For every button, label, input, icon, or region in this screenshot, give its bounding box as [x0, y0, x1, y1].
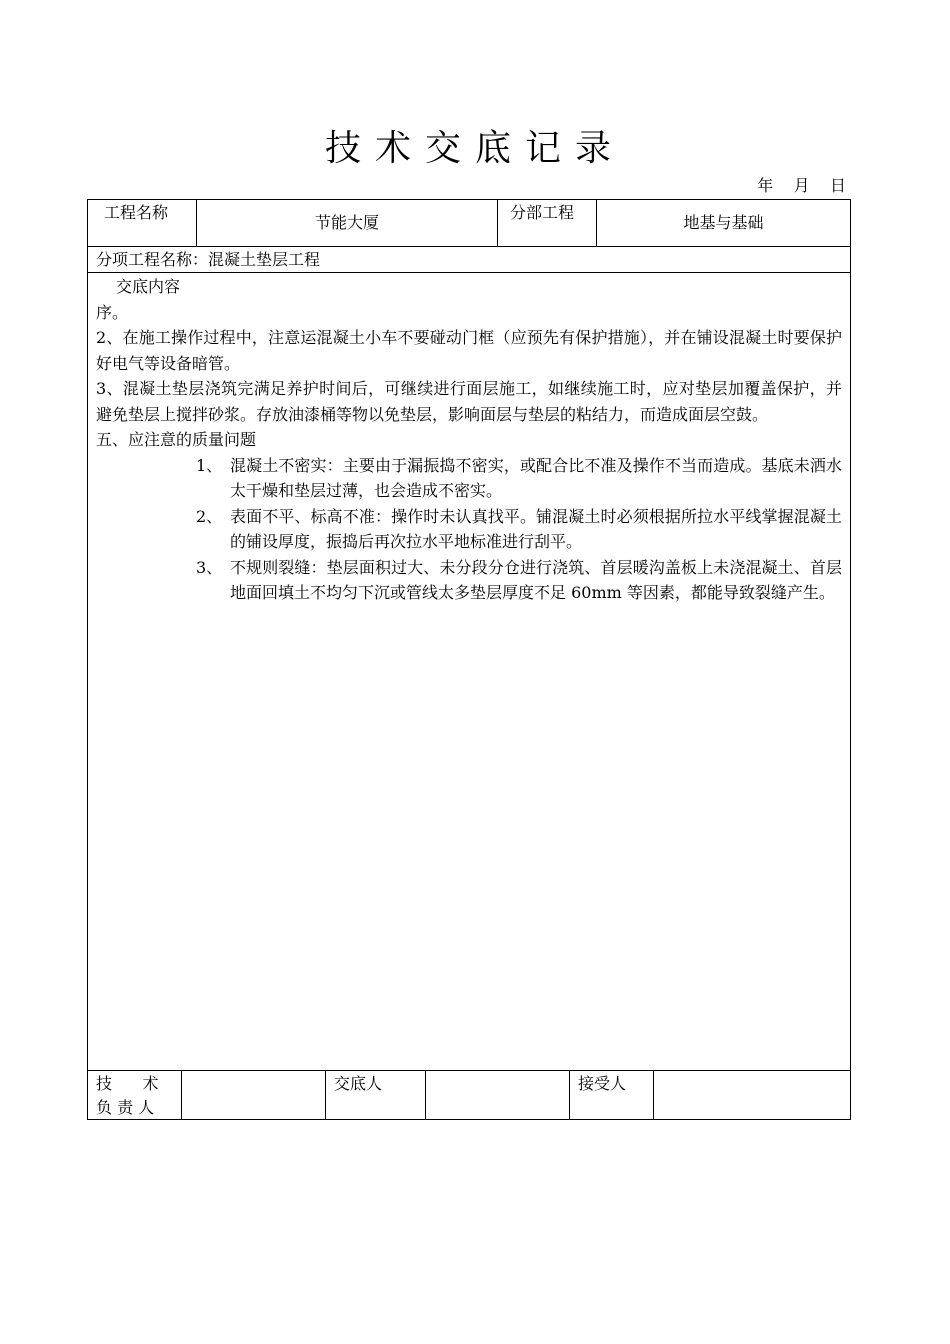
receiver-signature-field[interactable]	[654, 1071, 850, 1119]
submitter-signature-field[interactable]	[426, 1071, 569, 1119]
project-name-label: 工程名称	[104, 203, 169, 222]
quality-item-text: 不规则裂缝：垫层面积过大、未分段分仓进行浇筑、首层暖沟盖板上未浇混凝土、首层地面回填土不均匀下沉或管线太多垫层厚度不足 60mm 等因素，都能导致裂缝产生。	[230, 557, 842, 602]
quality-item	[196, 453, 842, 504]
quality-item	[196, 555, 842, 606]
quality-item-number: 2、	[196, 506, 223, 526]
quality-item-number: 3、	[196, 557, 223, 577]
tech-lead-signature-field[interactable]	[182, 1071, 325, 1119]
quality-issues-heading: 五、应注意的质量问题	[96, 430, 257, 449]
date-line: 年 月 日	[757, 176, 846, 195]
tech-lead-label-line1: 技 术	[96, 1074, 159, 1093]
project-name-value: 节能大厦	[314, 213, 379, 232]
content-heading: 交底内容	[116, 277, 181, 296]
division-value: 地基与基础	[683, 213, 764, 232]
content-paragraph: 序。	[96, 302, 129, 322]
quality-item-number: 1、	[196, 455, 223, 475]
quality-item-text: 混凝土不密实：主要由于漏振捣不密实，或配合比不准及操作不当而造成。基底未洒水太干燥和垫层过薄，也会造成不密实。	[230, 455, 842, 500]
quality-item-text: 表面不平、标高不准：操作时未认真找平。铺混凝土时必须根据所拉水平线掌握混凝土的铺设厚度，振捣后再次拉水平地标准进行刮平。	[230, 506, 842, 551]
receiver-label: 接受人	[578, 1074, 627, 1093]
content-section	[96, 274, 842, 606]
content-paragraph: 2、在施工操作过程中，注意运混凝土小车不要碰动门框（应预先有保护措施），并在铺设混凝土时要保护好电气等设备暗管。	[96, 328, 842, 373]
submitter-label: 交底人	[334, 1074, 383, 1093]
tech-lead-label-line2: 负 责 人	[96, 1098, 155, 1117]
quality-item	[196, 504, 842, 555]
document-title: 技术交底记录	[324, 128, 625, 169]
content-paragraph: 3、混凝土垫层浇筑完满足养护时间后，可继续进行面层施工，如继续施工时，应对垫层加覆盖保护，并避免垫层上搅拌砂浆。存放油漆桶等物以免垫层，影响面层与垫层的粘结力，而造成面层空鼓。	[96, 379, 842, 424]
division-label: 分部工程	[510, 203, 575, 222]
subitem-name: 分项工程名称：混凝土垫层工程	[96, 250, 321, 269]
